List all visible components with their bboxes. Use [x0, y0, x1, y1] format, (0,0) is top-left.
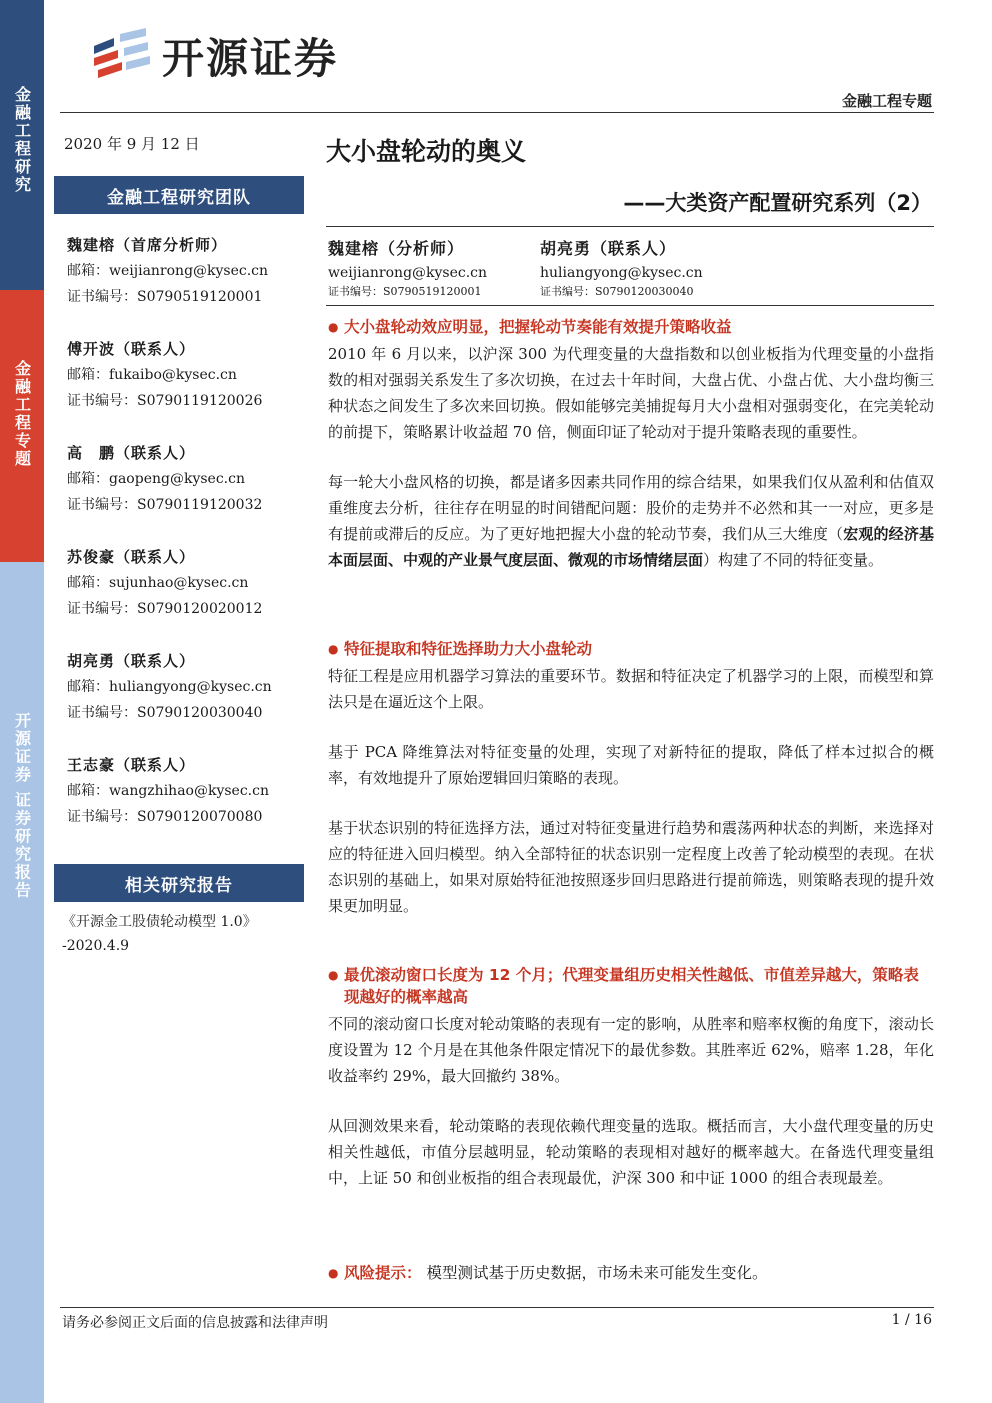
paragraph: 不同的滚动窗口长度对轮动策略的表现有一定的影响，从胜率和赔率权衡的角度下，滚动长度设置为 12 个月是在其他条件限定情况下的最优参数。其胜率近 62%，赔率 1.28，年化收益率约 29%，最大回撤约 38%。	[328, 1015, 934, 1085]
member-name: 高 鹏（联系人）	[67, 444, 196, 462]
team-member	[67, 648, 307, 726]
member-name: 魏建榕（首席分析师）	[67, 236, 228, 254]
member-email: 邮箱：gaopeng@kysec.cn	[67, 471, 245, 487]
paragraph: 基于 PCA 降维算法对特征变量的处理，实现了对新特征的提取，降低了样本过拟合的概率，有效地提升了原始逻辑回归策略的表现。	[328, 743, 934, 787]
member-cert: 证书编号：S0790119120026	[67, 393, 263, 409]
paragraph: 特征工程是应用机器学习算法的重要环节。数据和特征决定了机器学习的上限，而模型和算法只是在逼近这个上限。	[328, 667, 934, 711]
logo-mark-icon	[88, 26, 152, 86]
related-heading: 相关研究报告	[54, 864, 304, 902]
paragraph: 基于状态识别的特征选择方法，通过对特征变量进行趋势和震荡两种状态的判断，来选择对应的特征进入回归模型。纳入全部特征的状态识别一定程度上改善了轮动模型的表现。在状态识别的基础上，如果对原始特征池按照逐步回归思路进行提前筛选，则策略表现的提升效果更加明显。	[328, 819, 934, 915]
emphasis: 宏观的经济基本面层面、中观的产业景气度层面、微观的市场情绪层面	[328, 525, 934, 569]
member-email: 邮箱：sujunhao@kysec.cn	[67, 575, 249, 591]
section-heading: ● 特征提取和特征选择助力大小盘轮动	[328, 638, 934, 660]
member-cert: 证书编号：S0790519120001	[67, 289, 263, 305]
team-member	[67, 544, 307, 622]
section-1	[328, 316, 934, 573]
related-report-title: 《开源金工股债轮动模型 1.0》	[62, 914, 257, 930]
logo-text: 开源证券	[162, 34, 339, 83]
author-divider	[326, 305, 934, 306]
header-tag: 金融工程专题	[841, 92, 932, 110]
paragraph: 每一轮大小盘风格的切换，都是诸多因素共同作用的综合结果，如果我们仅从盈利和估值双重维度去分析，往往存在明显的时间错配问题：股价的走势并不必然和其一一对应，更多是有提前或滞后的反应。为了更好地把握大小盘的轮动节奏，我们从三大维度（宏观的经济基本面层面、中观的产业景气度层面、微观的市场情绪层面）构建了不同的特征变量。	[328, 473, 934, 569]
member-cert: 证书编号：S0790120070080	[67, 809, 263, 825]
company-logo	[88, 26, 338, 86]
author-email: huliangyong@kysec.cn	[540, 265, 703, 281]
team-member	[67, 752, 307, 830]
author-block	[328, 236, 487, 300]
section-heading: ● 最优滚动窗口长度为 12 个月；代理变量组历史相关性越低、市值差异越大，策略表现越好的概率越高	[328, 964, 934, 1008]
author-block	[540, 236, 703, 300]
team-member	[67, 440, 307, 518]
author-cert: 证书编号：S0790120030040	[540, 285, 694, 298]
risk-label: 风险提示：	[344, 1264, 422, 1282]
section-heading: ● 大小盘轮动效应明显，把握轮动节奏能有效提升策略收益	[328, 316, 934, 338]
member-email: 邮箱：weijianrong@kysec.cn	[67, 263, 269, 279]
risk-text: 模型测试基于历史数据，市场未来可能发生变化。	[426, 1264, 768, 1282]
member-name: 王志豪（联系人）	[67, 756, 196, 774]
paragraph: 2010 年 6 月以来，以沪深 300 为代理变量的大盘指数和以创业板指为代理变量的小盘指数的相对强弱关系发生了多次切换，在过去十年时间，大盘占优、小盘占优、大小盘均衡三种状态之间发生了多次来回切换。假如能够完美捕捉每月大小盘相对强弱变化，在完美轮动的前提下，策略累计收益超 70 倍，侧面印证了轮动对于提升策略表现的重要性。	[328, 345, 934, 441]
member-name: 傅开波（联系人）	[67, 340, 196, 358]
sidebar-segment-brand: 开源证券 证券研究报告	[0, 562, 44, 1403]
risk-notice	[328, 1262, 934, 1284]
team-member	[67, 336, 307, 414]
member-cert: 证书编号：S0790119120032	[67, 497, 263, 513]
section-2	[328, 638, 934, 919]
sidebar-segment-research: 金融工程研究	[0, 0, 44, 290]
section-3	[328, 964, 934, 1191]
member-email: 邮箱：wangzhihao@kysec.cn	[67, 783, 269, 799]
member-name: 苏俊豪（联系人）	[67, 548, 196, 566]
member-email: 邮箱：fukaibo@kysec.cn	[67, 367, 237, 383]
footer-disclaimer: 请务必参阅正文后面的信息披露和法律声明	[62, 1315, 328, 1331]
sidebar-segment-topic: 金融工程专题	[0, 290, 44, 562]
team-member	[67, 232, 307, 310]
related-report[interactable]	[62, 910, 307, 958]
author-name: 魏建榕（分析师）	[328, 239, 465, 258]
header-divider	[60, 112, 934, 113]
team-heading: 金融工程研究团队	[54, 176, 304, 214]
report-date: 2020 年 9 月 12 日	[64, 135, 200, 153]
member-cert: 证书编号：S0790120030040	[67, 705, 263, 721]
footer-divider	[60, 1307, 934, 1308]
left-sidebar	[0, 0, 44, 1403]
paragraph: 从回测效果来看，轮动策略的表现依赖代理变量的选取。概括而言，大小盘代理变量的历史相关性越低，市值分层越明显，轮动策略的表现相对越好的概率越大。在备选代理变量组中，上证 50 和创业板指的组合表现最优，沪深 300 和中证 1000 的组合表现最差。	[328, 1117, 934, 1187]
report-title: 大小盘轮动的奥义	[326, 137, 527, 166]
report-subtitle: ——大类资产配置研究系列（2）	[623, 191, 932, 215]
author-email: weijianrong@kysec.cn	[328, 265, 488, 281]
author-name: 胡亮勇（联系人）	[540, 239, 677, 258]
member-email: 邮箱：huliangyong@kysec.cn	[67, 679, 272, 695]
related-report-date: -2020.4.9	[62, 938, 130, 954]
member-cert: 证书编号：S0790120020012	[67, 601, 263, 617]
page-number: 1 / 16	[891, 1312, 932, 1328]
member-name: 胡亮勇（联系人）	[67, 652, 196, 670]
title-divider	[326, 226, 934, 227]
author-cert: 证书编号：S0790519120001	[328, 285, 482, 298]
